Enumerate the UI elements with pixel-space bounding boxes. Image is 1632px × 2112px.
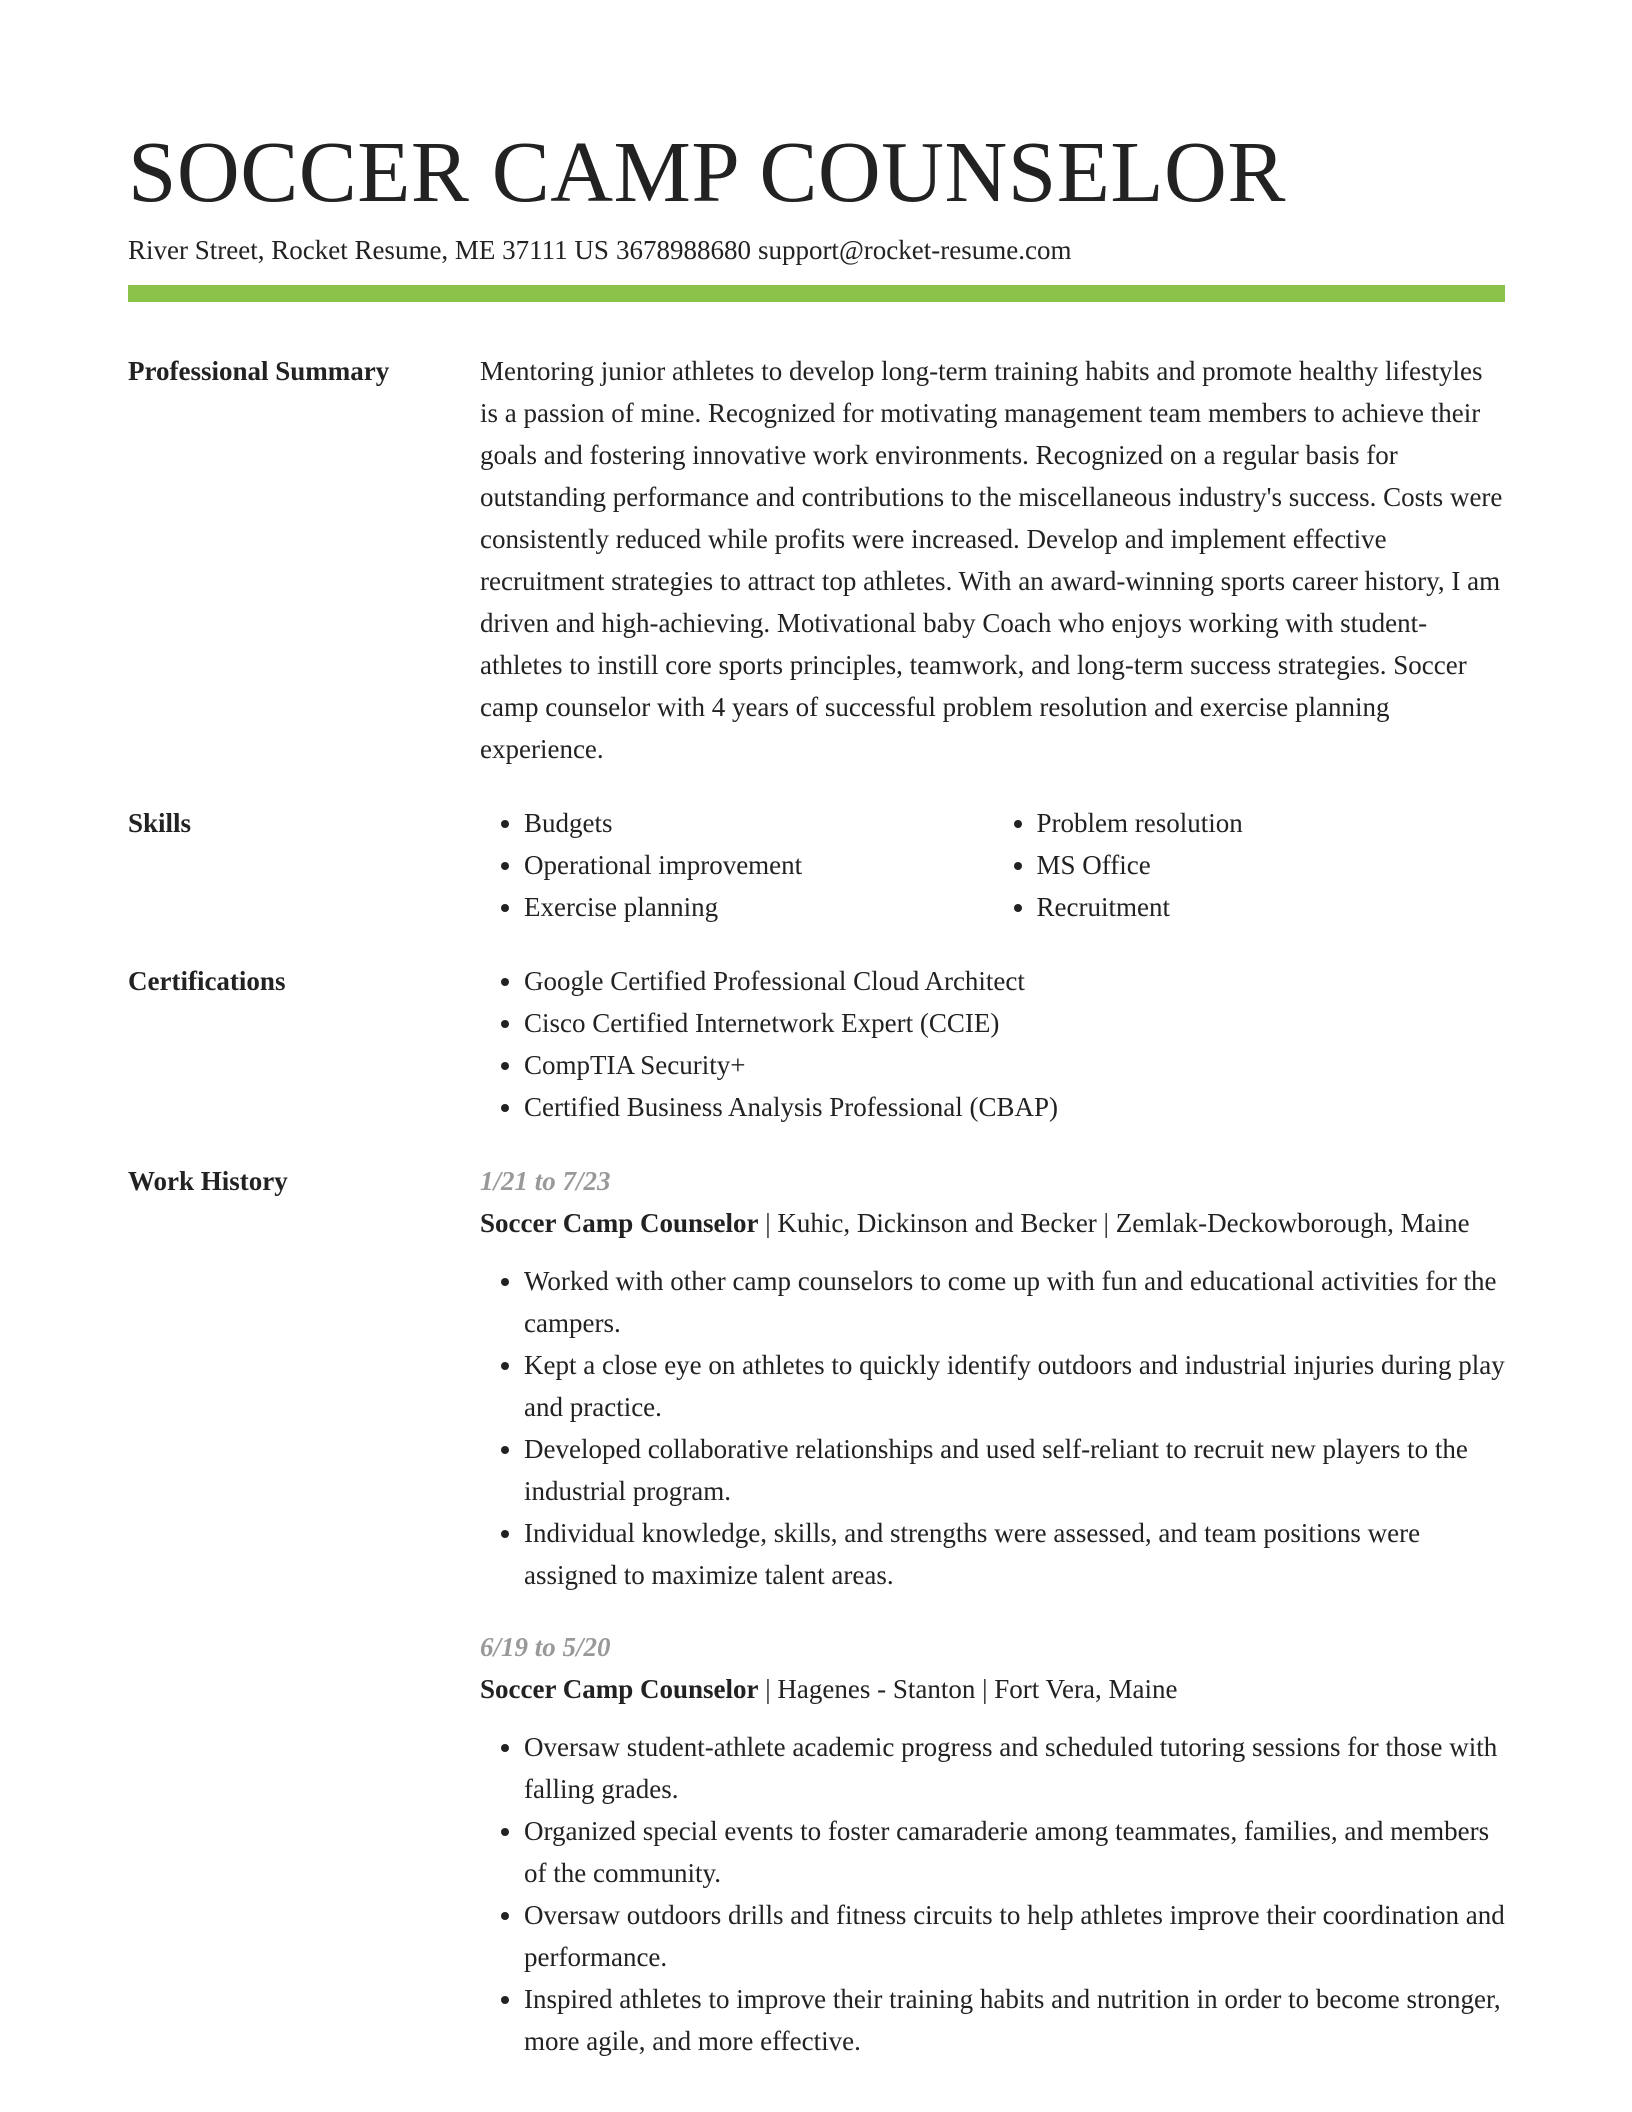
skill-item: • Exercise planning	[524, 886, 993, 928]
contact-address: River Street, Rocket Resume, ME 37111 US	[128, 235, 609, 265]
certifications-content	[480, 960, 1505, 1128]
job-bullet: • Kept a close eye on athletes to quickly identify outdoors and industrial injuries during play and practice.	[524, 1344, 1505, 1428]
resume-name: SOCCER CAMP COUNSELOR	[128, 123, 1286, 220]
section-summary	[128, 350, 1505, 770]
skills-column-left	[480, 802, 993, 928]
work-history-content	[480, 1160, 1505, 2062]
accent-divider	[128, 285, 1505, 302]
certification-item: • Google Certified Professional Cloud Architect	[524, 960, 1505, 1002]
summary-text: Mentoring junior athletes to develop long-term training habits and promote healthy lifestyles is a passion of mine. Recognized for motivating management team members to achieve their goals and fostering innovative work environments. Recognized on a regular basis for outstanding performance and contributions to the miscellaneous industry's success. Costs were consistently reduced while profits were increased. Develop and implement effective recruitment strategies to attract top athletes. With an award-winning sports career history, I am driven and high-achieving. Motivational baby Coach who enjoys working with student-athletes to instill core sports principles, teamwork, and long-term success strategies. Soccer camp counselor with 4 years of successful problem resolution and exercise planning experience.	[480, 356, 1503, 764]
resume-sections	[128, 350, 1505, 2094]
job-employer-location: | Kuhic, Dickinson and Becker | Zemlak-Deckowborough, Maine	[758, 1208, 1470, 1238]
section-work-history	[128, 1160, 1505, 2062]
section-label-work-history: Work History	[128, 1166, 288, 1196]
certifications-list	[480, 960, 1505, 1128]
job-heading	[480, 1668, 1505, 1710]
job-bullet: • Inspired athletes to improve their training habits and nutrition in order to become stronger, more agile, and more effective.	[524, 1978, 1505, 2062]
skill-item: • MS Office	[1037, 844, 1506, 886]
certification-item: • CompTIA Security+	[524, 1044, 1505, 1086]
skill-item: • Budgets	[524, 802, 993, 844]
job-bullets	[480, 1726, 1505, 2062]
job-bullet: • Individual knowledge, skills, and strengths were assessed, and team positions were assigned to maximize talent areas.	[524, 1512, 1505, 1596]
job-entry	[480, 1626, 1505, 2062]
section-skills	[128, 802, 1505, 928]
job-bullet: • Developed collaborative relationships and used self-reliant to recruit new players to the industrial program.	[524, 1428, 1505, 1512]
job-dates: 1/21 to 7/23	[480, 1166, 611, 1196]
job-bullet: • Organized special events to foster camaraderie among teammates, families, and members of the community.	[524, 1810, 1505, 1894]
skill-item: • Operational improvement	[524, 844, 993, 886]
job-bullet: • Oversaw outdoors drills and fitness circuits to help athletes improve their coordination and performance.	[524, 1894, 1505, 1978]
section-label-certifications: Certifications	[128, 966, 286, 996]
skill-item: • Recruitment	[1037, 886, 1506, 928]
skills-content	[480, 802, 1505, 928]
section-label-summary: Professional Summary	[128, 356, 390, 386]
contact-email: support@rocket-resume.com	[757, 235, 1072, 265]
job-bullet: • Worked with other camp counselors to come up with fun and educational activities for the campers.	[524, 1260, 1505, 1344]
section-label-skills: Skills	[128, 808, 192, 838]
job-bullet: • Oversaw student-athlete academic progress and scheduled tutoring sessions for those with falling grades.	[524, 1726, 1505, 1810]
section-certifications	[128, 960, 1505, 1128]
job-employer-location: | Hagenes - Stanton | Fort Vera, Maine	[758, 1674, 1178, 1704]
summary-content	[480, 350, 1505, 770]
certification-item: • Cisco Certified Internetwork Expert (CCIE)	[524, 1002, 1505, 1044]
job-title: Soccer Camp Counselor	[480, 1674, 759, 1704]
job-bullets	[480, 1260, 1505, 1596]
job-dates: 6/19 to 5/20	[480, 1632, 611, 1662]
job-title: Soccer Camp Counselor	[480, 1208, 759, 1238]
contact-phone: 3678988680	[615, 235, 751, 265]
contact-line	[128, 232, 1071, 268]
certification-item: • Certified Business Analysis Professional (CBAP)	[524, 1086, 1505, 1128]
job-entry	[480, 1160, 1505, 1596]
skills-column-right	[993, 802, 1506, 928]
job-heading	[480, 1202, 1505, 1244]
skill-item: • Problem resolution	[1037, 802, 1506, 844]
